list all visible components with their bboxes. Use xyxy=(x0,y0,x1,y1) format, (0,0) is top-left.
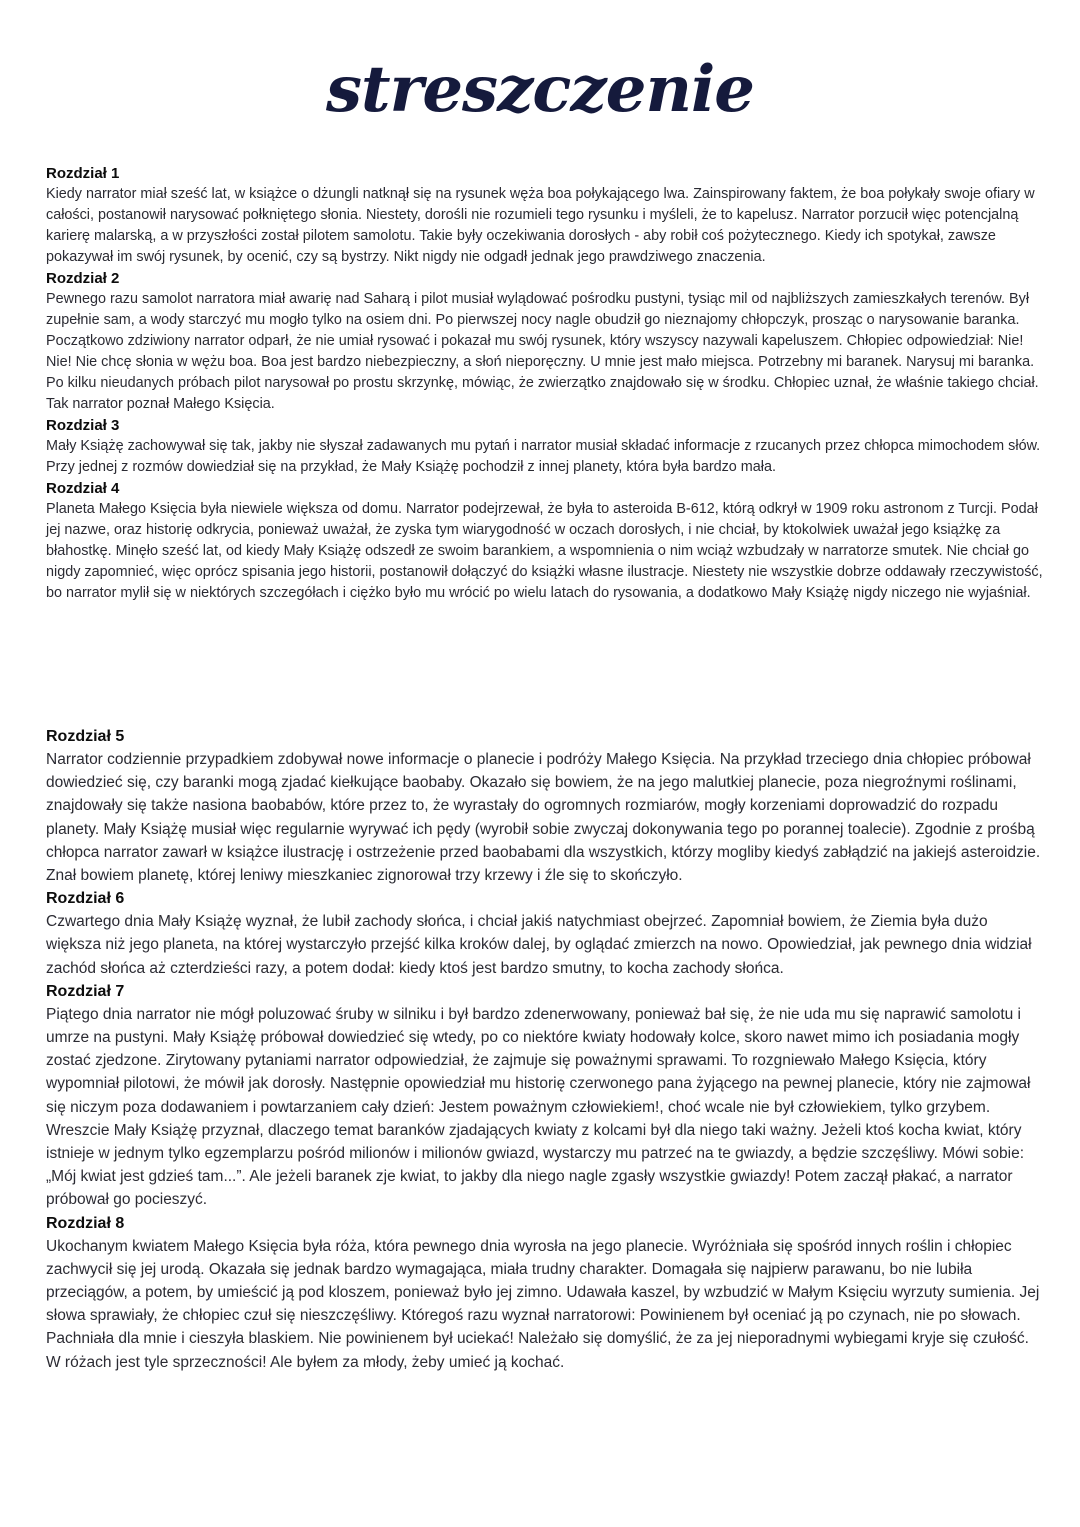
chapter-2 xyxy=(46,268,1046,415)
chapter-text: Ukochanym kwiatem Małego Księcia była róża, która pewnego dnia wyrosła na jego planecie. Wyróżniała się spośród innych roślin i chłopiec zachwycił się jej urodą. Okazała się jednak bardzo wymagająca, miała trudny charakter. Domagała się najpierw parawanu, bo nie lubiła przeciągów, a potem, by umieścić ją pod kloszem, ponieważ było jej zimno. Udawała kaszel, by wzbudzić w Małym Księciu wyrzuty sumienia. Jej słowa sprawiały, że chłopiec czuł się nieszczęśliwy. Któregoś razu wyznał narratorowi: Powinienem był oceniać ją po czynach, nie po słowach. Pachniała dla mnie i cieszyła blaskiem. Nie powinienem był uciekać! Należało się domyślić, że za jej nieporadnymi wybiegami kryje się czułość. W różach jest tyle sprzeczności! Ale byłem za młody, żeby umieć ją kochać. xyxy=(46,1237,1040,1371)
page-title: streszczenie xyxy=(326,52,754,127)
chapter-text: Piątego dnia narrator nie mógł poluzować śruby w silniku i był bardzo zdenerwowany, ponieważ bał się, że nie uda mu się naprawić samolotu i umrze na pustyni. Mały Książę próbował dowiedzieć się wtedy, po co niektóre kwiaty hodowały kolce, skoro nawet mimo ich posiadania mogły zostać zjedzone. Zirytowany pytaniami narrator odpowiedział, że zajmuje się poważnymi sprawami. To rozgniewało Małego Księcia, który wypomniał pilotowi, że mówił jak dorosły. Następnie opowiedział mu historię czerwonego pana żyjącego na pewnej planecie, który nie zajmował się niczym poza dodawaniem i powtarzaniem cały dzień: Jestem poważnym człowiekiem!, choć wcale nie był człowiekiem, tylko grzybem. Wreszcie Mały Książę przyznał, dlaczego temat baranków zjadających kwiaty z kolcami był dla niego taki ważny. Jeżeli ktoś kocha kwiat, który istnieje w jednym tylko egzemplarzu pośród milionów i milionów gwiazd, wystarczy mu patrzeć na te gwiazdy, a będzie szczęśliwy. Mówi sobie: „Mój kwiat jest gdzieś tam...”. Ale jeżeli baranek zje kwiat, to jakby dla niego nagle zgasły wszystkie gwiazdy! Potem zaczął płakać, a narrator próbował go pocieszyć. xyxy=(46,1005,1031,1209)
chapter-1 xyxy=(46,163,1046,268)
chapter-5 xyxy=(46,725,1046,887)
chapter-text: Planeta Małego Księcia była niewiele większa od domu. Narrator podejrzewał, że była to asteroida B-612, którą odkrył w 1909 roku astronom z Turcji. Podał jej nazwe, oraz historię odkrycia, ponieważ uważał, że zyska tym wiarygodność w oczach dorosłych, i nie chciał, by ktokolwiek uważał jego książkę za błahostkę. Minęło sześć lat, od kiedy Mały Książę odszedł ze swoim barankiem, a wspomnienia o nim wciąż wzbudzały w narratorze smutek. Nie chciał go nigdy zapomnieć, więc oprócz spisania jego historii, postanowił dołączyć do książki własne ilustracje. Niestety nie wszystkie dobrze oddawały rzeczywistość, bo narrator mylił się w niektórych szczegółach i ciężko było mu wrócić po wielu latach do rysowania, a dodatkowo Mały Książę nigdy niczego nie wyjaśniał. xyxy=(46,501,1043,601)
summary-section-large xyxy=(46,725,1046,1374)
chapter-text: Pewnego razu samolot narratora miał awarię nad Saharą i pilot musiał wylądować pośrodku pustyni, tysiąc mil od najbliższych zamieszkałych terenów. Był zupełnie sam, a wody starczyć mu mogło tylko na osiem dni. Po pierwszej nocy nagle obudził go nieznajomy chłopczyk, prosząc o narysowanie baranka. Początkowo zdziwiony narrator odparł, że nie umiał rysować i pokazał mu swój rysunek, który wszyscy nazywali kapeluszem. Chłopiec odpowiedział: Nie! Nie! Nie chcę słonia w wężu boa. Boa jest bardzo niebezpieczny, a słoń nieporęczny. U mnie jest mało miejsca. Potrzebny mi baranek. Narysuj mi baranka. Po kilku nieudanych próbach pilot narysował po prostu skrzynkę, mówiąc, że zwierzątko znajdowało się w środku. Chłopiec uznał, że właśnie takiego chciał. Tak narrator poznał Małego Księcia. xyxy=(46,291,1039,412)
summary-section-small xyxy=(46,163,1046,604)
chapter-heading: Rozdział 2 xyxy=(46,270,120,287)
chapter-heading: Rozdział 8 xyxy=(46,1214,125,1232)
chapter-3 xyxy=(46,415,1046,478)
chapter-text: Kiedy narrator miał sześć lat, w książce o dżungli natknął się na rysunek węża boa połykającego lwa. Zainspirowany faktem, że boa połykały swoje ofiary w całości, postanowił narysować połkniętego słonia. Niestety, dorośli nie rozumieli tego rysunku i myśleli, że to kapelusz. Narrator porzucił więc potencjalną karierę malarską, a w przyszłości został pilotem samolotu. Takie były oczekiwania dorosłych - aby robił coś pożytecznego. Kiedy ich spotykał, zawsze pokazywał im swój rysunek, by ocenić, czy są bystrzy. Nikt nigdy nie odgadł jednak jego prawdziwego znaczenia. xyxy=(46,186,1035,265)
chapter-heading: Rozdział 3 xyxy=(46,417,120,434)
chapter-6 xyxy=(46,887,1046,980)
chapter-text: Narrator codziennie przypadkiem zdobywał nowe informacje o planecie i podróży Małego Księcia. Na przykład trzeciego dnia chłopiec próbował dowiedzieć się, czy baranki mogą zjadać kiełkujące baobaby. Okazało się bowiem, że na jego malutkiej planecie, poza niegroźnymi roślinami, znajdowały się także nasiona baobabów, które przez to, że wyrastały do ogromnych rozmiarów, mogły korzeniami doprowadzić do rozpadu planety. Mały Książę musiał więc regularnie wyrywać ich pędy (wyrobił sobie zwyczaj dokonywania tego po porannej toalecie). Zgodnie z prośbą chłopca narrator zawarł w książce ilustrację i ostrzeżenie przed baobabami dla wszystkich, którzy mogliby kiedyś zabłądzić na jakiejś asteroidzie. Znał bowiem planetę, której leniwy mieszkaniec zignorował trzy krzewy i źle się to skończyło. xyxy=(46,751,1041,885)
chapter-heading: Rozdział 5 xyxy=(46,728,125,745)
chapter-heading: Rozdział 7 xyxy=(46,982,125,1000)
chapter-heading: Rozdział 1 xyxy=(46,165,120,182)
chapter-8 xyxy=(46,1212,1046,1374)
chapter-text: Mały Książę zachowywał się tak, jakby nie słyszał zadawanych mu pytań i narrator musiał składać informacje z rzucanych przez chłopca mimochodem słów. Przy jednej z rozmów dowiedział się na przykład, że Mały Książę pochodził z innej planety, która była bardzo mała. xyxy=(46,438,1041,475)
chapter-heading: Rozdział 4 xyxy=(46,480,120,497)
chapter-heading: Rozdział 6 xyxy=(46,890,125,908)
chapter-4 xyxy=(46,478,1046,604)
chapter-text: Czwartego dnia Mały Książę wyznał, że lubił zachody słońca, i chciał jakiś natychmiast obejrzeć. Zapomniał bowiem, że Ziemia była dużo większa niż jego planeta, na której wystarczyło przejść kilka kroków dalej, by oglądać zmierzch na nowo. Opowiedział, jak pewnego dnia widział zachód słońca aż czterdzieści razy, a potem dodał: kiedy ktoś jest bardzo smutny, to kocha zachody słońca. xyxy=(46,913,1032,977)
chapter-7 xyxy=(46,980,1046,1212)
